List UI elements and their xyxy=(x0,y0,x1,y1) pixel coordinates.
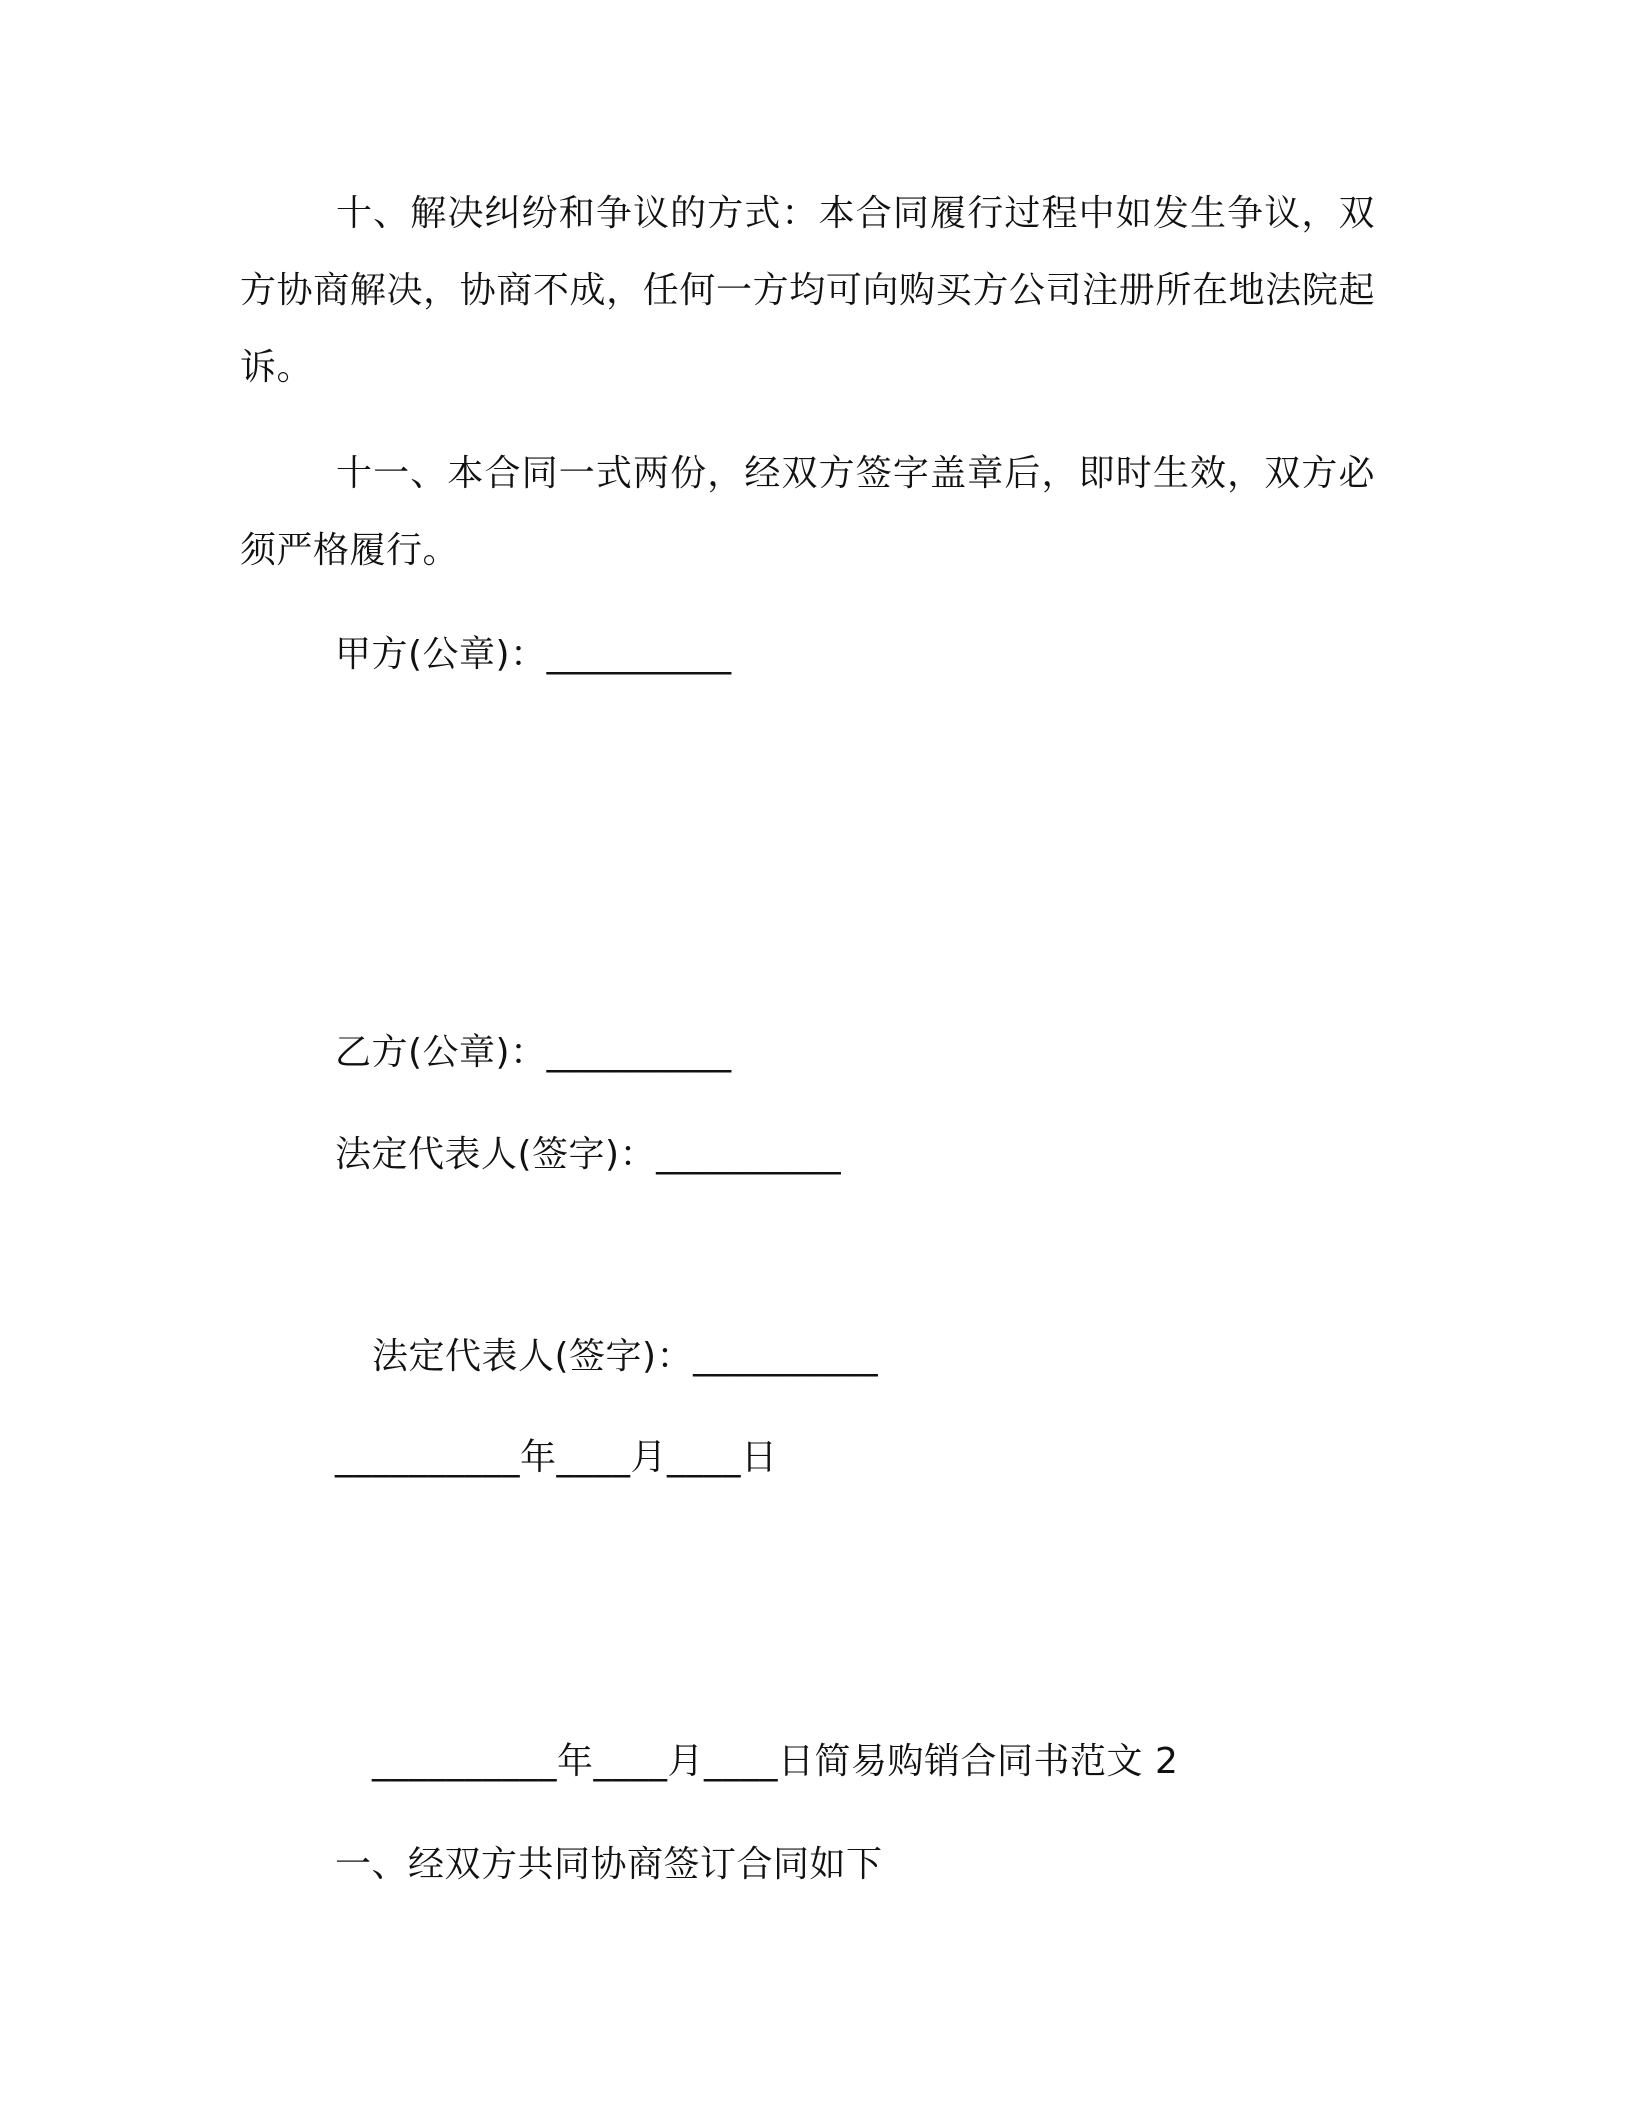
clause-11-paragraph: 十一、本合同一式两份，经双方签字盖章后，即时生效，双方必须严格履行。 xyxy=(240,453,1375,571)
next-section-heading: 一、经双方共同协商签订合同如下 xyxy=(335,1844,883,1885)
date-line: __________年____月____日 xyxy=(335,1437,778,1478)
next-contract-title: __________年____月____日简易购销合同书范文 2 xyxy=(372,1741,1179,1782)
legal-representative-signature-line-2: 法定代表人(签字)：__________ xyxy=(372,1336,879,1377)
party-a-seal-line: 甲方(公章)：__________ xyxy=(335,634,732,675)
party-b-seal-line: 乙方(公章)：__________ xyxy=(335,1032,732,1073)
clause-10-paragraph: 十、解决纠纷和争议的方式：本合同履行过程中如发生争议，双方协商解决，协商不成，任何一方均可向购买方公司注册所在地法院起诉。 xyxy=(240,193,1375,388)
legal-representative-signature-line: 法定代表人(签字)：__________ xyxy=(335,1134,842,1175)
